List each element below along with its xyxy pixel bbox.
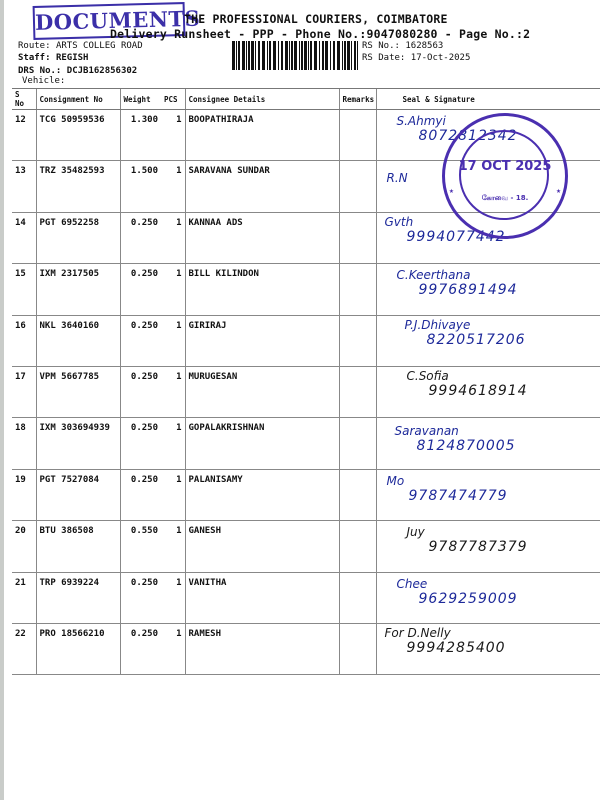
handwritten-signature xyxy=(387,474,508,504)
remarks-cell xyxy=(339,623,376,674)
table-row xyxy=(12,315,600,366)
consignment-cell: NKL 3640160 xyxy=(36,315,120,366)
handwritten-signature xyxy=(395,424,516,454)
table-row xyxy=(12,161,600,212)
weight-cell: 1.300 xyxy=(120,110,161,161)
remarks-cell xyxy=(339,366,376,417)
route-value: ARTS COLLEG ROAD xyxy=(55,41,143,51)
drs-line xyxy=(18,66,137,76)
table-row xyxy=(12,469,600,520)
consignee-cell: GIRIRAJ xyxy=(185,315,339,366)
barcode-bar xyxy=(291,41,293,70)
signature-cell xyxy=(376,264,600,315)
signature-cell xyxy=(376,366,600,417)
barcode-bar xyxy=(251,41,254,70)
handwritten-signature xyxy=(387,171,409,185)
consignee-cell: GANESH xyxy=(185,521,339,572)
staff-label: Staff: xyxy=(18,53,51,63)
barcode-bar xyxy=(242,41,245,70)
barcode-bar xyxy=(342,41,343,70)
barcode-bar xyxy=(246,41,247,70)
consignment-cell: IXM 303694939 xyxy=(36,418,120,469)
rs-number-line xyxy=(362,41,443,51)
barcode-bar xyxy=(258,41,260,70)
barcode-bar xyxy=(248,41,250,70)
table-row xyxy=(12,212,600,263)
barcode-bar xyxy=(319,41,320,70)
col-pcs: PCS xyxy=(161,89,185,110)
remarks-cell xyxy=(339,469,376,520)
barcode-bar xyxy=(273,41,276,70)
consignment-cell: TCG 50959536 xyxy=(36,110,120,161)
barcode-bar xyxy=(354,41,356,70)
col-consignment: Consignment No xyxy=(36,89,120,110)
consignment-cell: PRO 18566210 xyxy=(36,623,120,674)
signature-name: Mo xyxy=(386,473,405,488)
pcs-cell: 1 xyxy=(161,572,185,623)
signature-phone: 8072812342 xyxy=(418,128,518,144)
barcode-bar xyxy=(278,41,279,70)
staff-value: REGISH xyxy=(55,53,89,63)
signature-cell xyxy=(376,623,600,674)
weight-cell: 0.250 xyxy=(120,418,161,469)
table-row xyxy=(12,110,600,161)
vehicle-label: Vehicle: xyxy=(22,76,66,86)
barcode-bar xyxy=(255,41,256,70)
barcode-bar xyxy=(269,41,271,70)
barcode-bar xyxy=(337,41,340,70)
table-row xyxy=(12,264,600,315)
consignee-cell: KANNAA ADS xyxy=(185,212,339,263)
weight-cell: 0.250 xyxy=(120,366,161,417)
pcs-cell: 1 xyxy=(161,212,185,263)
barcode-bar xyxy=(281,41,283,70)
table-row xyxy=(12,366,600,417)
pcs-cell: 1 xyxy=(161,110,185,161)
col-weight: Weight xyxy=(120,89,161,110)
barcode-bar xyxy=(351,41,352,70)
signature-cell xyxy=(376,161,600,212)
barcode-bar xyxy=(267,41,268,70)
barcode-bar xyxy=(308,41,309,70)
weight-cell: 1.500 xyxy=(120,161,161,212)
consignment-cell: TRP 6939224 xyxy=(36,572,120,623)
barcode-bar xyxy=(330,41,331,70)
seal-date: 17 OCT 2025 xyxy=(458,159,552,174)
seal-city: கோவை - 18. xyxy=(481,194,529,202)
signature-name: C.Keerthana xyxy=(396,268,471,283)
consignee-cell: VANITHA xyxy=(185,572,339,623)
consignment-cell: TRZ 35482593 xyxy=(36,161,120,212)
consignment-cell: IXM 2317505 xyxy=(36,264,120,315)
rs-date-value: 17-Oct-2025 xyxy=(410,53,471,63)
runsheet-table xyxy=(12,88,600,675)
scan-edge xyxy=(0,0,4,800)
barcode-bar xyxy=(325,41,328,70)
consignment-cell: VPM 5667785 xyxy=(36,366,120,417)
company-title: THE PROFESSIONAL COURIERS, COIMBATORE xyxy=(184,12,448,26)
remarks-cell xyxy=(339,418,376,469)
signature-phone: 9629259009 xyxy=(418,590,518,607)
handwritten-signature xyxy=(397,268,518,298)
consignee-cell: GOPALAKRISHNAN xyxy=(185,418,339,469)
barcode-bar xyxy=(301,41,303,70)
sno-cell: 12 xyxy=(12,110,36,161)
signature-phone: 8220517206 xyxy=(426,331,526,348)
handwritten-signature xyxy=(385,626,506,656)
consignment-cell: PGT 7527084 xyxy=(36,469,120,520)
pcs-cell: 1 xyxy=(161,521,185,572)
barcode-bar xyxy=(357,41,358,70)
signature-name: Saravanan xyxy=(394,424,459,439)
remarks-cell xyxy=(339,161,376,212)
consignee-cell: BOOPATHIRAJA xyxy=(185,110,339,161)
sno-cell: 13 xyxy=(12,161,36,212)
weight-cell: 0.250 xyxy=(120,212,161,263)
sno-cell: 14 xyxy=(12,212,36,263)
signature-name: Juy xyxy=(406,525,425,540)
handwritten-signature xyxy=(405,318,526,348)
pcs-cell: 1 xyxy=(161,366,185,417)
pcs-cell: 1 xyxy=(161,418,185,469)
handwritten-signature xyxy=(397,114,518,144)
signature-name: P.J.Dhivaye xyxy=(404,317,471,332)
consignment-cell: BTU 386508 xyxy=(36,521,120,572)
barcode-bar xyxy=(347,41,350,70)
weight-cell: 0.250 xyxy=(120,264,161,315)
consignment-cell: PGT 6952258 xyxy=(36,212,120,263)
barcode-bar xyxy=(289,41,290,70)
col-seal-signature: Seal & Signature xyxy=(376,89,600,110)
signature-phone: 9787474779 xyxy=(408,487,508,504)
signature-name: S.Ahmyi xyxy=(396,114,446,128)
sno-cell: 18 xyxy=(12,418,36,469)
sno-cell: 17 xyxy=(12,366,36,417)
barcode-bar xyxy=(333,41,335,70)
route-label: Route: xyxy=(18,41,51,51)
signature-cell xyxy=(376,572,600,623)
table-header-row xyxy=(12,89,600,110)
col-remarks: Remarks xyxy=(339,89,376,110)
sno-cell: 22 xyxy=(12,623,36,674)
table-row xyxy=(12,418,600,469)
barcode-bar xyxy=(236,41,237,70)
vehicle-line xyxy=(22,76,65,86)
barcode-bar xyxy=(310,41,312,70)
handwritten-signature xyxy=(407,369,528,399)
pcs-cell: 1 xyxy=(161,469,185,520)
pcs-cell: 1 xyxy=(161,315,185,366)
documents-stamp: DOCUMENTS xyxy=(33,2,186,40)
barcode-bar xyxy=(285,41,288,70)
col-sno: S No xyxy=(12,89,36,110)
barcode-bar xyxy=(314,41,317,70)
drs-value: DCJB162856302 xyxy=(66,66,138,76)
pcs-cell: 1 xyxy=(161,264,185,315)
barcode-bar xyxy=(322,41,324,70)
remarks-cell xyxy=(339,110,376,161)
remarks-cell xyxy=(339,212,376,263)
runsheet-subtitle: Delivery Runsheet - PPP - Phone No.:9047080280 - Page No.:2 xyxy=(110,27,531,41)
barcode-bar xyxy=(299,41,300,70)
barcode-bar xyxy=(262,41,265,70)
signature-phone: 9994077442 xyxy=(406,228,506,245)
pcs-cell: 1 xyxy=(161,623,185,674)
weight-cell: 0.550 xyxy=(120,521,161,572)
barcode-bar xyxy=(232,41,235,70)
signature-name: Gvth xyxy=(384,214,414,229)
signature-name: R.N xyxy=(386,171,408,186)
signature-phone: 9994618914 xyxy=(428,382,528,399)
rs-number-label: RS No.: xyxy=(362,41,400,51)
handwritten-signature xyxy=(397,577,518,607)
signature-cell xyxy=(376,469,600,520)
seal-star-icon: ★ xyxy=(449,186,454,195)
weight-cell: 0.250 xyxy=(120,572,161,623)
consignee-cell: SARAVANA SUNDAR xyxy=(185,161,339,212)
rs-number-value: 1628563 xyxy=(405,41,444,51)
barcode-bar xyxy=(294,41,297,70)
sno-cell: 16 xyxy=(12,315,36,366)
col-consignee: Consignee Details xyxy=(185,89,339,110)
signature-cell xyxy=(376,212,600,263)
remarks-cell xyxy=(339,264,376,315)
sno-cell: 20 xyxy=(12,521,36,572)
signature-name: For D.Nelly xyxy=(384,625,451,640)
remarks-cell xyxy=(339,521,376,572)
staff-line xyxy=(18,53,88,63)
barcode-bar xyxy=(304,41,307,70)
signature-name: C.Sofia xyxy=(406,368,449,383)
signature-cell xyxy=(376,315,600,366)
consignee-cell: PALANISAMY xyxy=(185,469,339,520)
signature-phone: 9787787379 xyxy=(428,539,528,556)
drs-label: DRS No.: xyxy=(18,66,62,76)
signature-cell xyxy=(376,418,600,469)
route-line xyxy=(18,41,143,51)
barcode-bar xyxy=(238,41,240,70)
table-row xyxy=(12,521,600,572)
signature-phone: 8124870005 xyxy=(416,438,516,455)
seal-star-icon: ★ xyxy=(556,186,561,195)
sno-cell: 19 xyxy=(12,469,36,520)
rs-date-line xyxy=(362,53,470,63)
signature-phone: 9994285400 xyxy=(406,639,506,656)
weight-cell: 0.250 xyxy=(120,469,161,520)
signature-cell xyxy=(376,521,600,572)
weight-cell: 0.250 xyxy=(120,315,161,366)
barcode xyxy=(232,41,358,70)
rs-date-label: RS Date: xyxy=(362,53,406,63)
pcs-cell: 1 xyxy=(161,161,185,212)
table-row xyxy=(12,623,600,674)
signature-cell xyxy=(376,110,600,161)
handwritten-signature xyxy=(407,525,528,555)
consignee-cell: BILL KILINDON xyxy=(185,264,339,315)
consignee-cell: RAMESH xyxy=(185,623,339,674)
consignee-cell: MURUGESAN xyxy=(185,366,339,417)
table-row xyxy=(12,572,600,623)
signature-name: Chee xyxy=(396,576,428,591)
remarks-cell xyxy=(339,572,376,623)
remarks-cell xyxy=(339,315,376,366)
signature-phone: 9976891494 xyxy=(418,282,518,299)
sno-cell: 21 xyxy=(12,572,36,623)
barcode-bar xyxy=(344,41,346,70)
sno-cell: 15 xyxy=(12,264,36,315)
handwritten-signature xyxy=(385,215,506,245)
weight-cell: 0.250 xyxy=(120,623,161,674)
